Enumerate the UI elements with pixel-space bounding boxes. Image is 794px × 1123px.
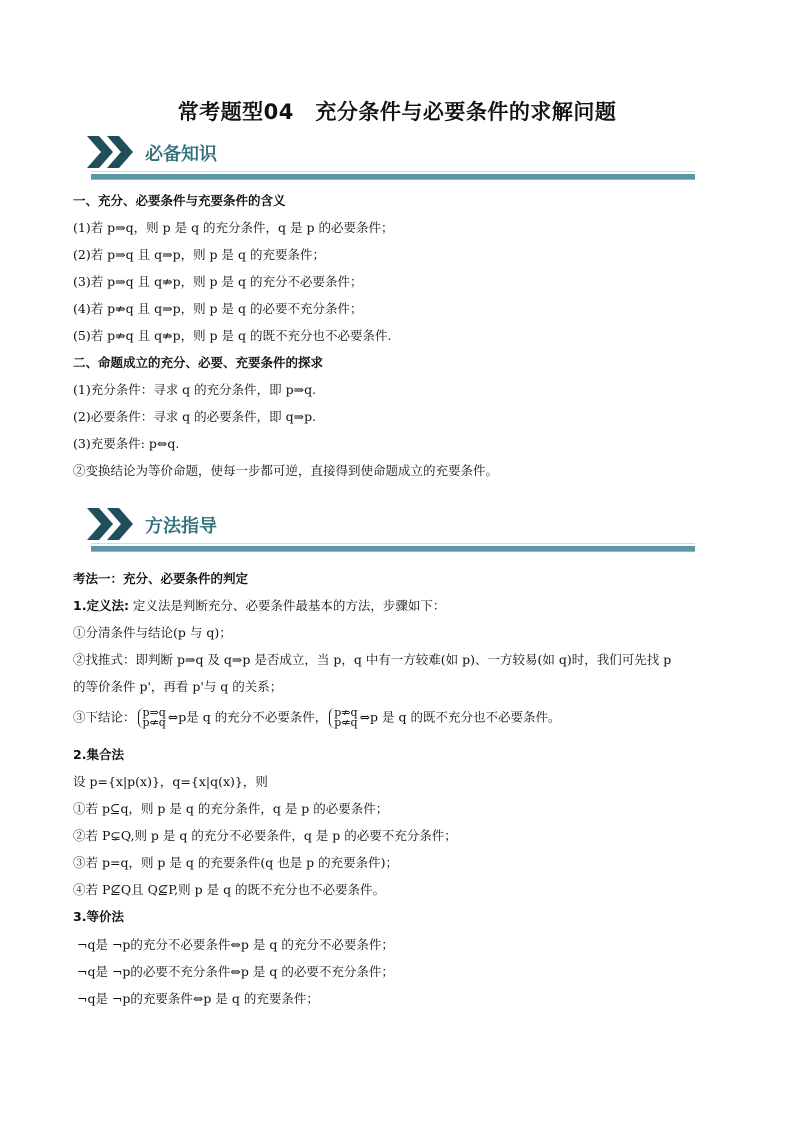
- text-line: (3)充要条件: p⇔q.: [73, 436, 180, 451]
- text-line: [73, 597, 445, 615]
- section-title: 方法指导: [145, 516, 217, 537]
- text-line: 的等价条件 p'，再看 p'与 q 的关系；: [73, 679, 283, 694]
- text-line: ¬q是 ¬p的必要不充分条件⇔p 是 q 的必要不充分条件；: [77, 964, 394, 979]
- text-line: 设 p={x|p(x)}，q={x|q(x)}，则: [73, 774, 268, 789]
- text-line: (3)若 p⇒q 且 q⇏p，则 p 是 q 的充分不必要条件；: [73, 274, 363, 289]
- text-line: ①若 p⊆q，则 p 是 q 的充分条件，q 是 p 的必要条件；: [73, 801, 389, 816]
- text-line: 二、命题成立的充分、必要、充要条件的探求: [73, 355, 324, 370]
- inline-text: 定义法是判断充分、必要条件最基本的方法，步骤如下：: [128, 598, 446, 613]
- condition-bracket: p⇏q p⇍q: [329, 708, 357, 728]
- double-chevron-icon: [85, 506, 137, 542]
- text-line: (2)必要条件：寻求 q 的必要条件，即 q⇒p.: [73, 409, 317, 424]
- text-line: ③若 p=q，则 p 是 q 的充要条件(q 也是 p 的充要条件)；: [73, 855, 399, 870]
- text-line: ④若 P⊈Q且 Q⊈P,则 p 是 q 的既不充分也不必要条件。: [73, 882, 386, 897]
- section-header-method: [85, 504, 695, 554]
- inline-text: ③下结论：: [73, 709, 136, 725]
- section-divider: [91, 174, 695, 180]
- text-line: ¬q是 ¬p的充要条件⇔p 是 q 的充要条件；: [77, 991, 319, 1006]
- text-line: (4)若 p⇏q 且 q⇒p，则 p 是 q 的必要不充分条件；: [73, 301, 363, 316]
- text-line: (5)若 p⇏q 且 q⇏p，则 p 是 q 的既不充分也不必要条件.: [73, 328, 392, 343]
- text-line: ②若 P⊊Q,则 p 是 q 的充分不必要条件，q 是 p 的必要不充分条件；: [73, 828, 457, 843]
- text-line: ②找推式：即判断 p⇒q 及 q⇒p 是否成立，当 p，q 中有一方较难(如 p)、一方较易(如 q)时，我们可先找 p: [73, 652, 672, 667]
- text-line: 一、充分、必要条件与充要条件的含义: [73, 193, 286, 208]
- text-line: ¬q是 ¬p的充分不必要条件⇔p 是 q 的充分不必要条件；: [77, 937, 394, 952]
- text-line: (1)若 p⇒q，则 p 是 q 的充分条件，q 是 p 的必要条件；: [73, 220, 394, 235]
- section-title: 必备知识: [145, 144, 217, 165]
- text-line: ①分清条件与结论(p 与 q)；: [73, 625, 232, 640]
- inline-text: ⇔p是 q 的充分不必要条件，: [167, 709, 328, 725]
- section-header-knowledge: [85, 132, 695, 182]
- text-line: 考法一：充分、必要条件的判定: [73, 571, 249, 586]
- page-title: 常考题型04 充分条件与必要条件的求解问题: [177, 100, 617, 124]
- text-line: [73, 708, 560, 728]
- subheading: 2.集合法: [73, 747, 124, 762]
- text-line: (1)充分条件：寻求 q 的充分条件，即 p⇒q.: [73, 382, 317, 397]
- text-line: ②变换结论为等价命题，使每一步都可逆，直接得到使命题成立的充要条件。: [73, 463, 499, 478]
- section-divider: [91, 546, 695, 552]
- double-chevron-icon: [85, 134, 137, 170]
- condition-bracket: p⇒q p⇍q: [138, 708, 166, 728]
- subheading: 3.等价法: [73, 909, 124, 924]
- subheading: 1.定义法:: [73, 598, 129, 613]
- inline-text: ⇔p 是 q 的既不充分也不必要条件。: [359, 709, 561, 725]
- text-line: (2)若 p⇒q 且 q⇒p，则 p 是 q 的充要条件；: [73, 247, 325, 262]
